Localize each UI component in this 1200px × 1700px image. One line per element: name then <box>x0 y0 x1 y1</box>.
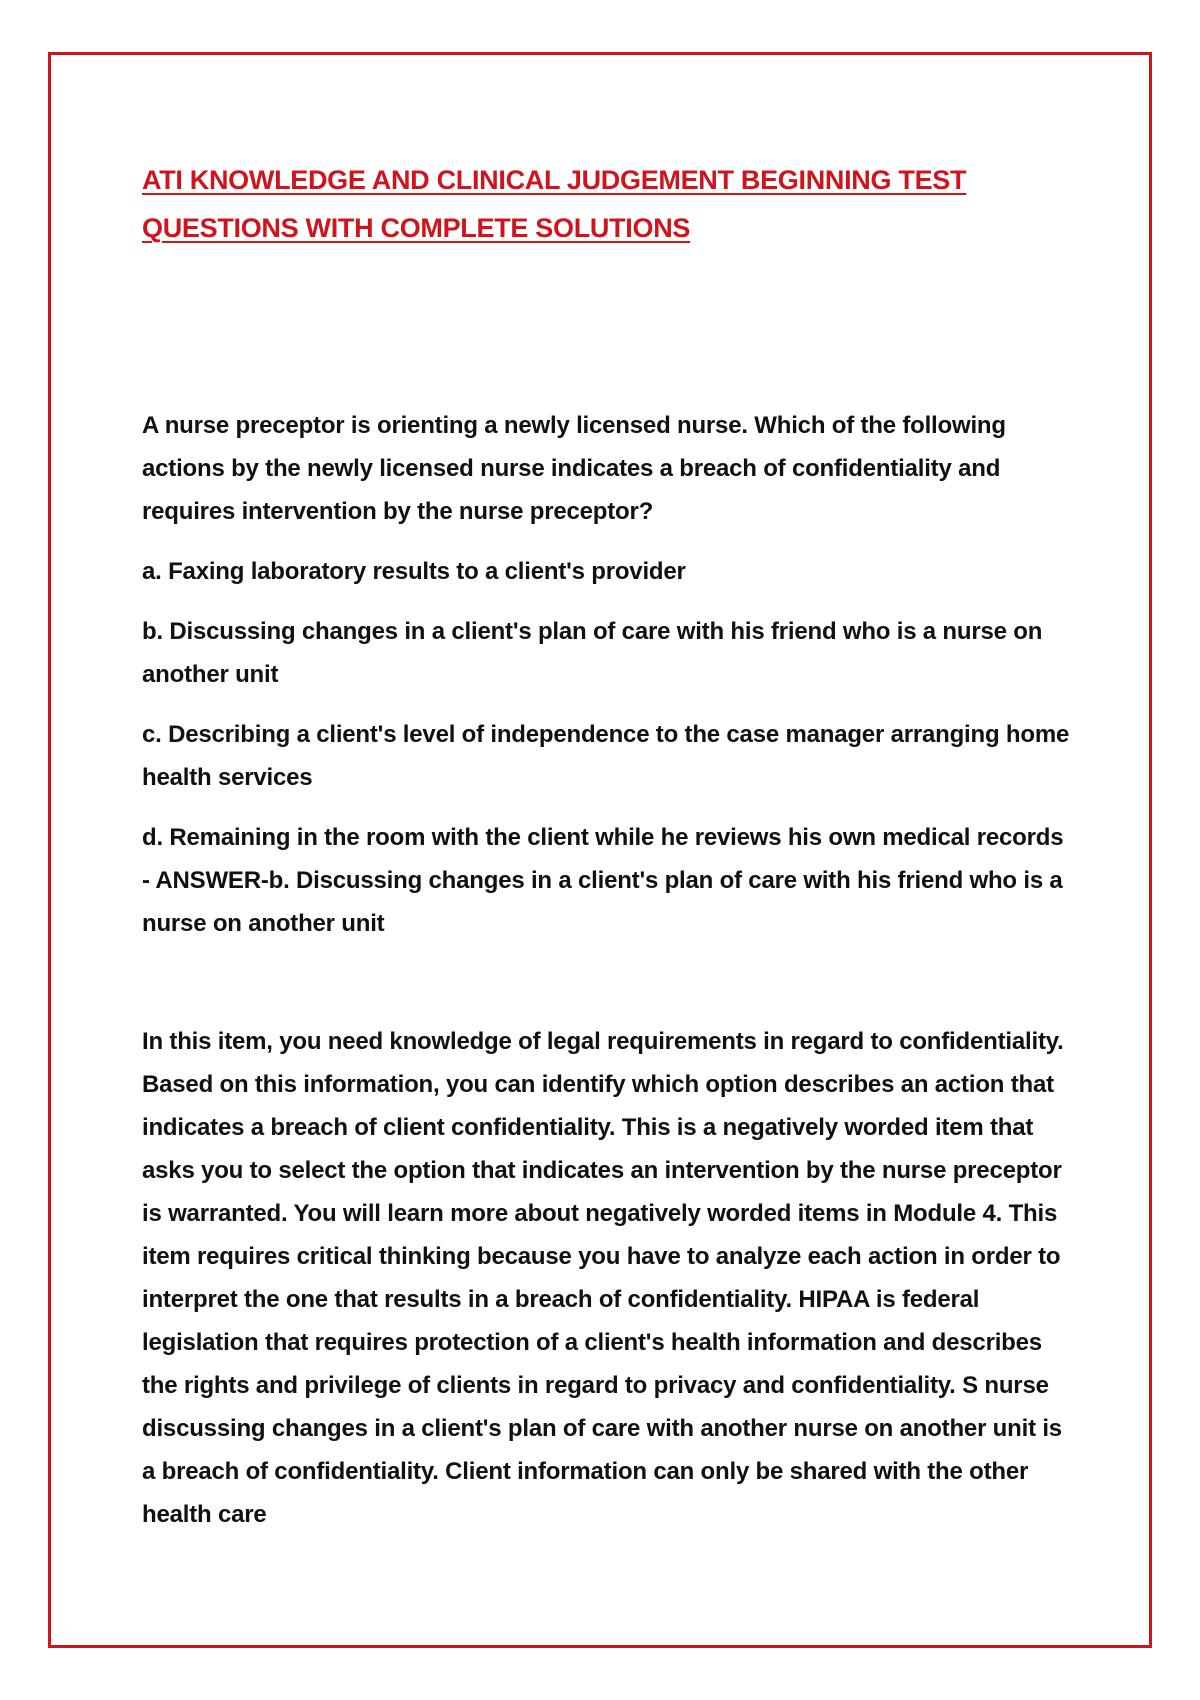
question-text: A nurse preceptor is orienting a newly licensed nurse. Which of the following actions by the newly licensed nurse indicates a breach of confidentiality and requires intervention by the nurse preceptor? <box>142 412 1006 525</box>
document-title <box>142 156 1072 252</box>
option-d-with-answer: d. Remaining in the room with the client while he reviews his own medical records - ANSWER-b. Discussing changes in a client's plan of care with his friend who is a nurse on another unit <box>142 824 1064 937</box>
title-line-1: ATI KNOWLEDGE AND CLINICAL JUDGEMENT BEGINNING TEST <box>142 165 967 195</box>
rationale-text: In this item, you need knowledge of legal requirements in regard to confidentiality. Based on this information, you can identify which option describes an action that indicates a breach of client confidentiality. This is a negatively worded item that asks you to select the option that indicates an intervention by the nurse preceptor is warranted. You will learn more about negatively worded items in Module 4. This item requires critical thinking because you have to analyze each action in order to interpret the one that results in a breach of confidentiality. HIPAA is federal legislation that requires protection of a client's health information and describes the rights and privilege of clients in regard to privacy and confidentiality. S nurse discussing changes in a client's plan of care with another nurse on another unit is a breach of confidentiality. Client information can only be shared with the other health care <box>142 1028 1064 1528</box>
option-b: b. Discussing changes in a client's plan of care with his friend who is a nurse on another unit <box>142 618 1043 688</box>
option-a: a. Faxing laboratory results to a client's provider <box>142 558 686 585</box>
document-content <box>142 156 1072 1536</box>
option-c: c. Describing a client's level of independence to the case manager arranging home health services <box>142 721 1070 791</box>
title-line-2: QUESTIONS WITH COMPLETE SOLUTIONS <box>142 213 691 243</box>
